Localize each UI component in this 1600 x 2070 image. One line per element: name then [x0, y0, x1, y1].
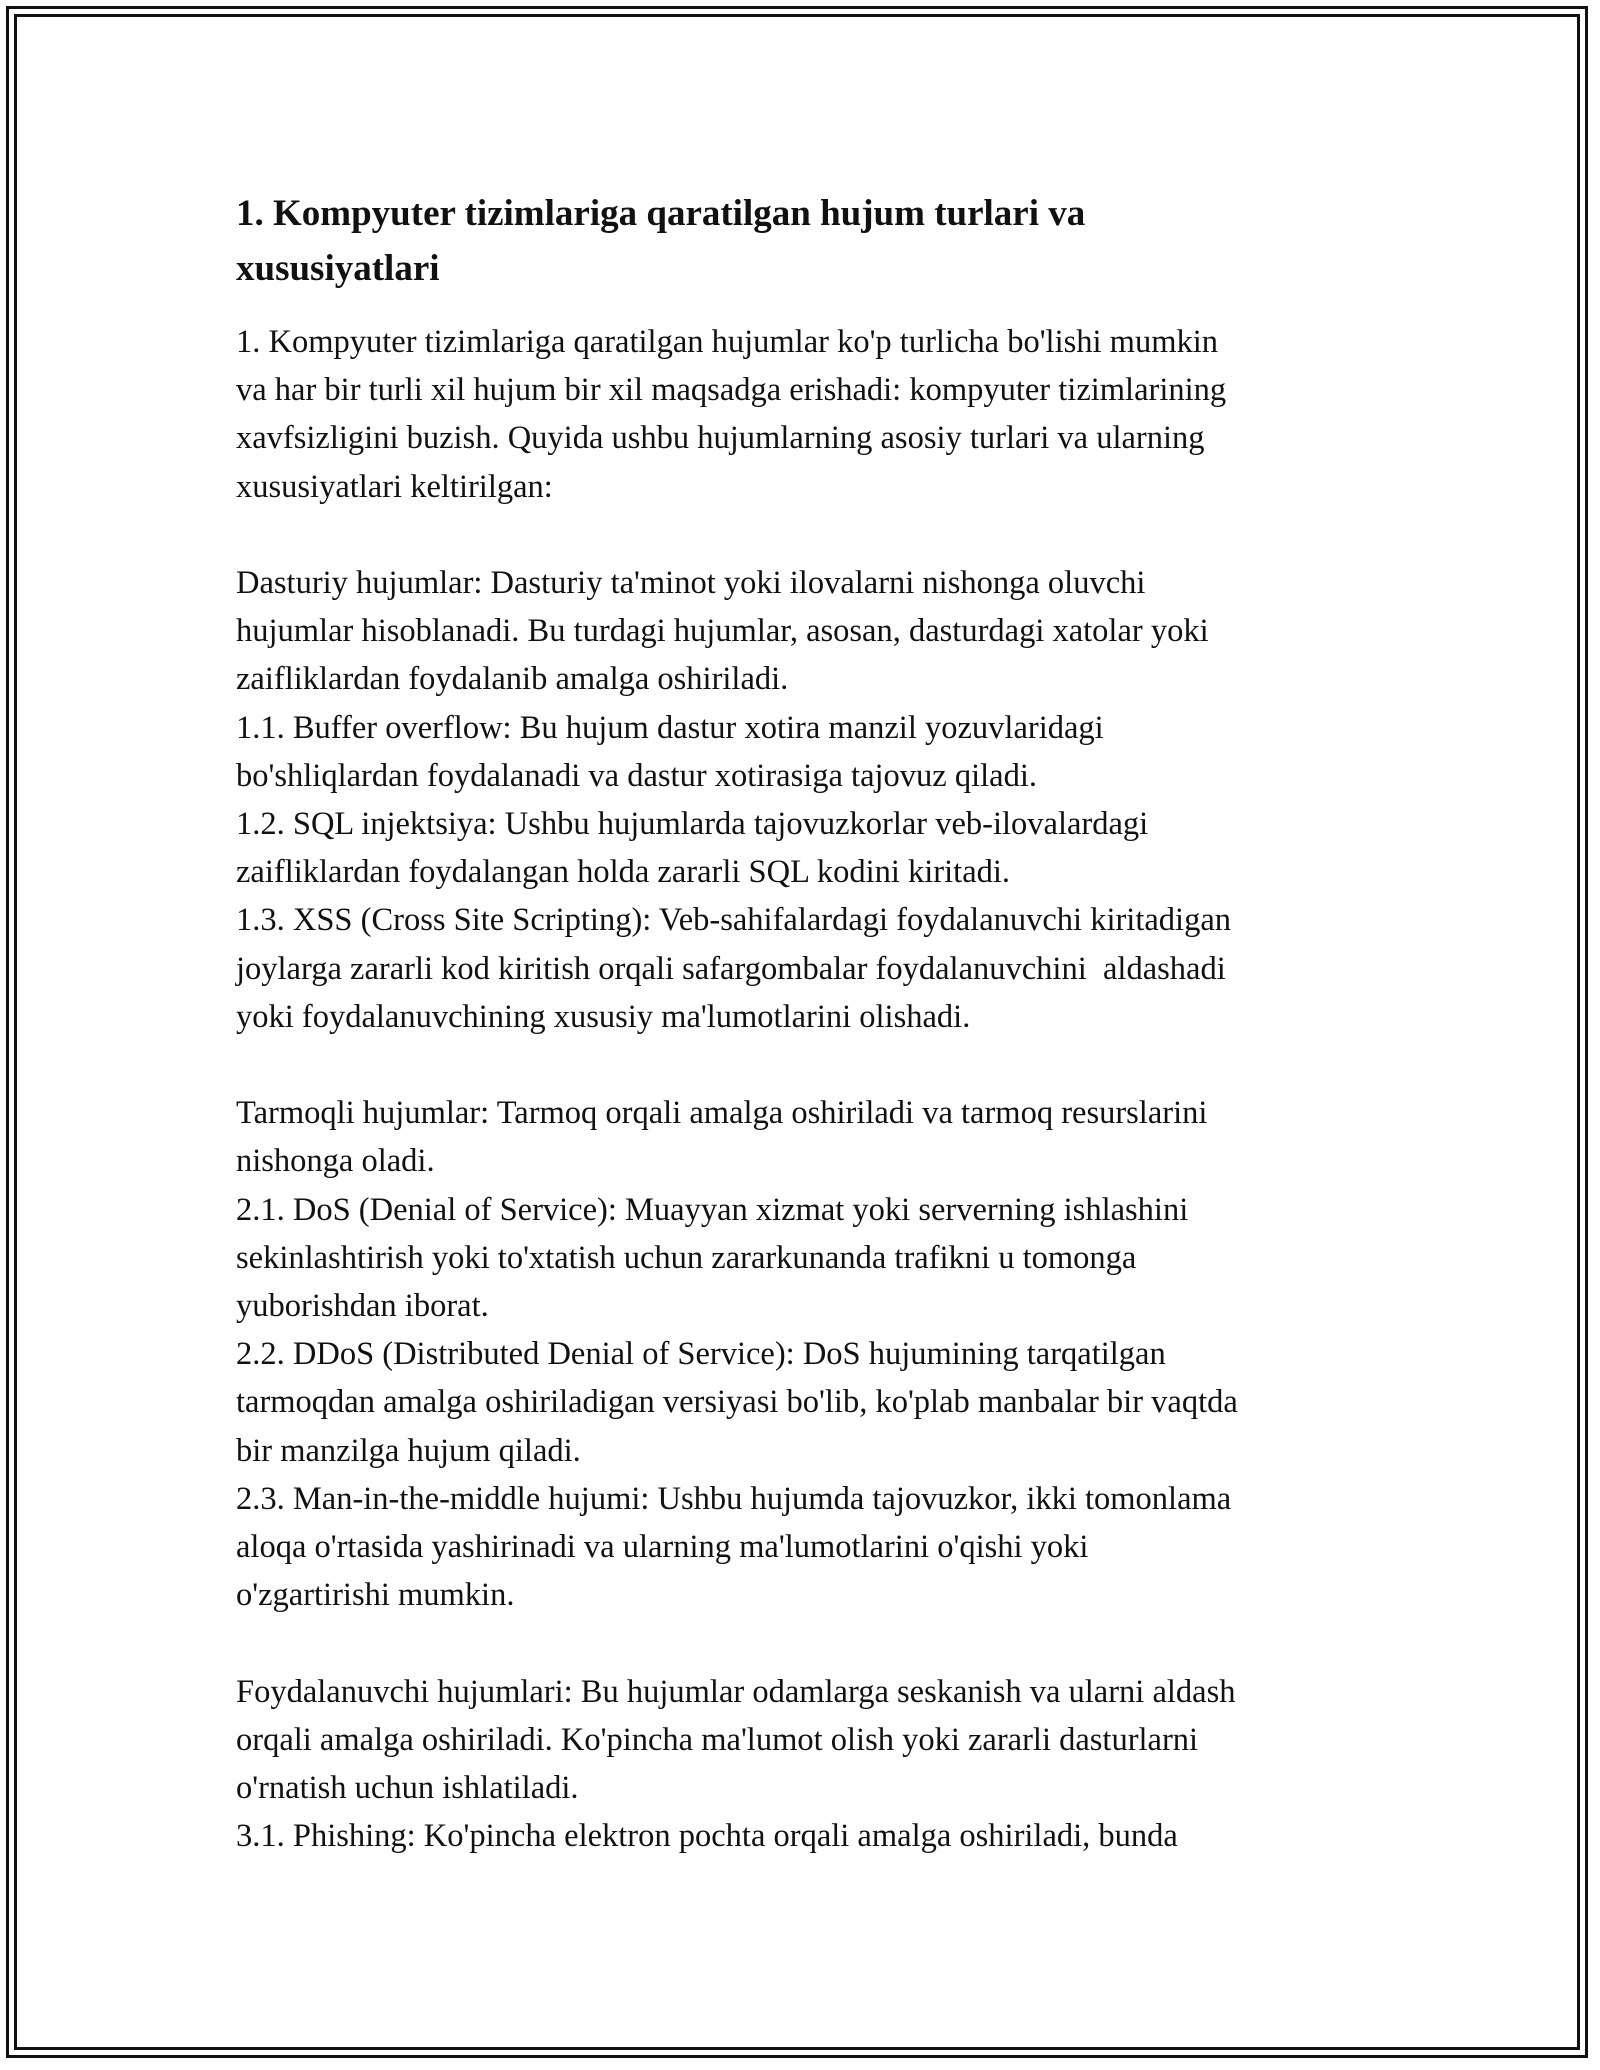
title-line: 1. Kompyuter tizimlariga qaratilgan hujum turlari va — [236, 193, 1086, 234]
text-line: 2.3. Man-in-the-middle hujumi: Ushbu hujumda tajovuzkor, ikki tomonlama — [236, 1480, 1232, 1517]
text-line: 1.2. SQL injektsiya: Ushbu hujumlarda tajovuzkorlar veb-ilovalardagi — [236, 806, 1149, 843]
text-line: bo'shliqlardan foydalanadi va dastur xotirasiga tajovuz qiladi. — [236, 757, 1037, 794]
text-line: 2.1. DoS (Denial of Service): Muayyan xizmat yoki serverning ishlashini — [236, 1191, 1189, 1228]
text-line: 1.3. XSS (Cross Site Scripting): Veb-sahifalardagi foydalanuvchi kiritadigan — [236, 902, 1231, 939]
text-line: zaifliklardan foydalangan holda zararli SQL kodini kiritadi. — [236, 854, 1011, 891]
text-line: o'rnatish uchun ishlatiladi. — [236, 1770, 579, 1807]
title-line: xususiyatlari — [236, 248, 440, 289]
text-line: Dasturiy hujumlar: Dasturiy ta'minot yoki ilovalarni nishonga oluvchi — [236, 565, 1146, 601]
text-line: joylarga zararli kod kiritish orqali safargombalar foydalanuvchini aldashadi — [236, 950, 1226, 987]
paragraph-spacer — [236, 1619, 1386, 1667]
text-line: 1. Kompyuter tizimlariga qaratilgan hujumlar ko'p turlicha bo'lishi mumkin — [236, 324, 1218, 360]
text-line: xavfsizligini buzish. Quyida ushbu hujumlarning asosiy turlari va ularning — [236, 420, 1205, 457]
text-line: Foydalanuvchi hujumlari: Bu hujumlar odamlarga seskanish va ularni aldash — [236, 1673, 1236, 1710]
network-attacks-section — [236, 1089, 1386, 1619]
text-line: 3.1. Phishing: Ko'pincha elektron pochta orqali amalga oshiriladi, bunda — [236, 1818, 1178, 1855]
text-line: hujumlar hisoblanadi. Bu turdagi hujumlar, asosan, dasturdagi xatolar yoki — [236, 613, 1209, 650]
paragraph-spacer — [236, 511, 1386, 559]
text-line: zaifliklardan foydalanib amalga oshiriladi. — [236, 661, 789, 698]
paragraph-spacer — [236, 1041, 1386, 1089]
text-line: orqali amalga oshiriladi. Ko'pincha ma'lumot olish yoki zararli dasturlarni — [236, 1721, 1199, 1758]
text-line: aloqa o'rtasida yashirinadi va ularning ma'lumotlarini o'qishi yoki — [236, 1529, 1089, 1566]
page-title — [236, 186, 1386, 296]
text-line: 2.2. DDoS (Distributed Denial of Service): DoS hujumining tarqatilgan — [236, 1336, 1166, 1373]
text-line: yuborishdan iborat. — [236, 1288, 489, 1325]
intro-paragraph — [236, 318, 1386, 511]
text-line: xususiyatlari keltirilgan: — [236, 468, 553, 505]
text-line: o'zgartirishi mumkin. — [236, 1577, 515, 1614]
software-attacks-section — [236, 559, 1386, 1041]
text-line: Tarmoqli hujumlar: Tarmoq orqali amalga oshiriladi va tarmoq resurslarini — [236, 1095, 1208, 1132]
document-body — [236, 186, 1386, 1860]
text-line: nishonga oladi. — [236, 1143, 435, 1180]
text-line: va har bir turli xil hujum bir xil maqsadga erishadi: kompyuter tizimlarining — [236, 372, 1227, 409]
text-line: tarmoqdan amalga oshiriladigan versiyasi bo'lib, ko'plab manbalar bir vaqtda — [236, 1384, 1238, 1421]
text-line: yoki foydalanuvchining xususiy ma'lumotlarini olishadi. — [236, 998, 971, 1035]
user-attacks-section — [236, 1668, 1386, 1861]
text-line: 1.1. Buffer overflow: Bu hujum dastur xotira manzil yozuvlaridagi — [236, 709, 1104, 746]
text-line: sekinlashtirish yoki to'xtatish uchun zararkunanda trafikni u tomonga — [236, 1239, 1137, 1276]
text-line: bir manzilga hujum qiladi. — [236, 1432, 581, 1469]
